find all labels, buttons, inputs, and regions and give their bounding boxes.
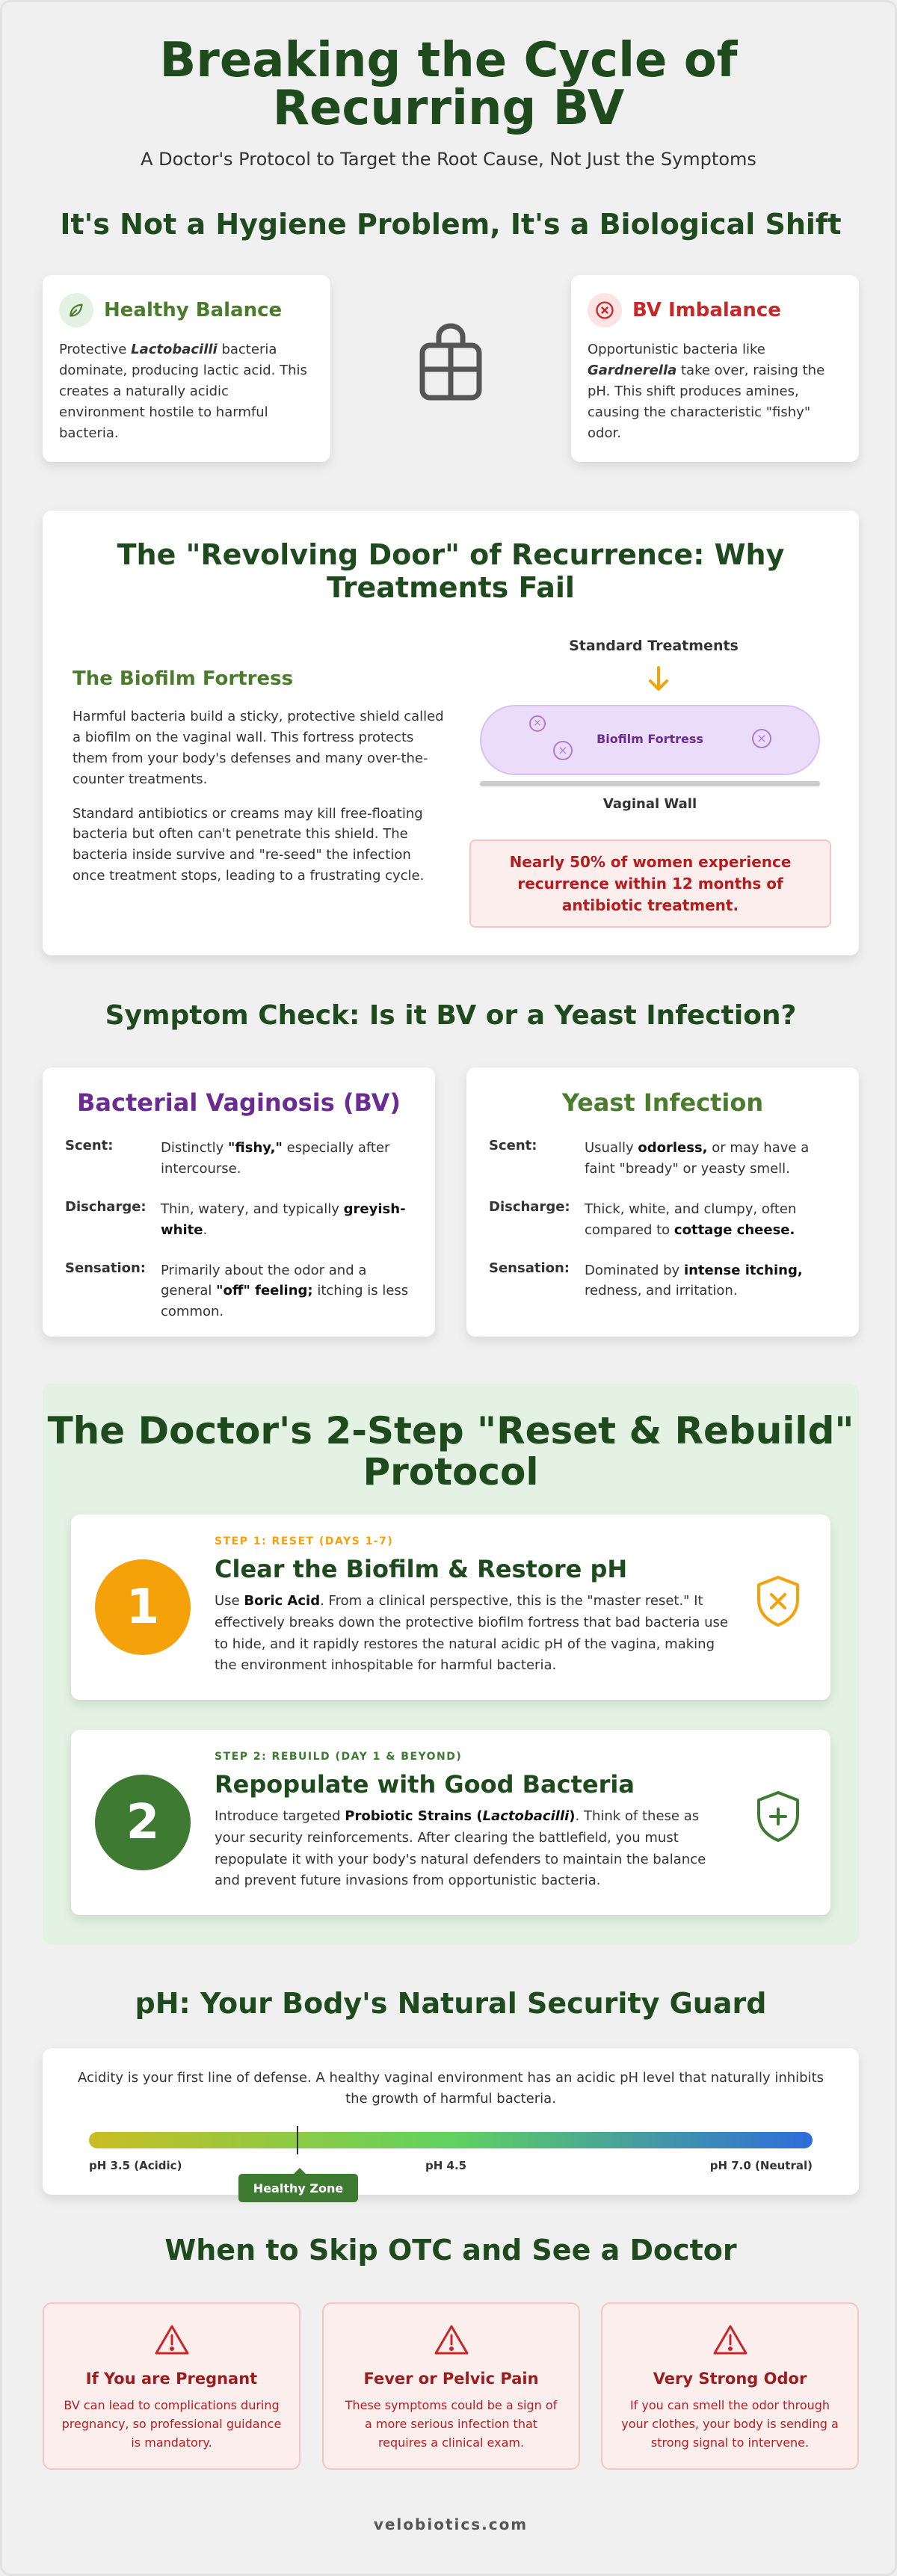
- symptom-row: Scent: Usually odorless, or may have a faint "bready" or yeasty smell.: [489, 1138, 810, 1177]
- shield-plus-icon: [754, 1790, 802, 1846]
- biofilm-title: The Biofilm Fortress: [73, 668, 294, 690]
- ph-label-low: pH 3.5 (Acidic): [89, 2159, 182, 2172]
- symptom-check-section: [2, 1000, 897, 1320]
- warning-title: Fever or Pelvic Pain: [363, 2370, 539, 2388]
- ph-card: [43, 2048, 859, 2195]
- biological-shift-section: [2, 208, 897, 441]
- balance-box-icon: [413, 320, 488, 410]
- healthy-zone-badge: Healthy Zone: [238, 2174, 358, 2202]
- symptom-row: Sensation: Dominated by intense itching, redness, and irritation.: [489, 1260, 803, 1299]
- revolving-door-card: [43, 511, 859, 955]
- warning-icon: [340, 2323, 562, 2359]
- ph-scale-bar: [89, 2132, 813, 2148]
- page-title: Breaking the Cycle of Recurring BV: [159, 33, 738, 136]
- protocol-section: [43, 1384, 859, 1944]
- section-title: When to Skip OTC and See a Doctor: [164, 2234, 737, 2267]
- healthy-text: Protective Lactobacilli bacteria dominate, producing lactic acid. This creates a naturally acidic environment hostile to harmful bacteria.: [59, 342, 307, 441]
- standard-treatments-label: Standard Treatments: [569, 638, 739, 654]
- ph-label-mid: pH 4.5: [425, 2159, 467, 2172]
- footer-link[interactable]: velobiotics.com: [373, 2515, 528, 2533]
- step-text: Introduce targeted Probiotic Strains (Lactobacilli). Think of these as your security reinforcements. After clearing the battlefield, you must repopulate it with your body's natural defenders to maintain the balance and prevent future invasions from opportunistic bacteria.: [215, 1808, 706, 1889]
- symptom-row: Sensation: Primarily about the odor and a general "off" feeling; itching is less common.: [65, 1260, 409, 1320]
- arrow-down-icon: [646, 665, 671, 696]
- section-title: Symptom Check: Is it BV or a Yeast Infection?: [105, 1000, 797, 1031]
- x-circle-icon: [588, 293, 622, 327]
- bacteria-icon: ×: [752, 729, 771, 748]
- healthy-title: Healthy Balance: [104, 299, 283, 321]
- step-label: STEP 1: RESET (DAYS 1-7): [215, 1535, 394, 1547]
- section-title: pH: Your Body's Natural Security Guard: [135, 1987, 767, 2020]
- see-doctor-section: [2, 2234, 897, 2450]
- symptom-row: Discharge: Thick, white, and clumpy, often compared to cottage cheese.: [489, 1198, 797, 1238]
- warning-text: These symptoms could be a sign of a more serious infection that requires a clinical exam.: [345, 2398, 558, 2450]
- ph-marker: [297, 2126, 298, 2154]
- leaf-icon: [59, 293, 93, 327]
- warning-title: If You are Pregnant: [85, 2370, 258, 2388]
- step-title: Clear the Biofilm & Restore pH: [215, 1555, 628, 1583]
- biofilm-fortress: [480, 705, 820, 775]
- bacteria-icon: ×: [529, 715, 546, 732]
- step-1-card: [71, 1515, 830, 1700]
- imbalance-text: Opportunistic bacteria like Gardnerella take over, raising the pH. This shift produces amines, causing the characteristic "fishy" odor.: [588, 342, 825, 441]
- imbalance-title: BV Imbalance: [632, 299, 781, 321]
- step-text: Use Boric Acid. From a clinical perspective, this is the "master reset." It effectively breaks down the protective biofilm fortress that bad bacteria use to hide, and it rapidly restores the natural acidic pH of the vagina, making the environment inhospitable for harmful bacteria.: [215, 1593, 728, 1674]
- ph-label-high: pH 7.0 (Neutral): [709, 2159, 813, 2172]
- step-title: Repopulate with Good Bacteria: [215, 1770, 635, 1799]
- bacteria-icon: ×: [553, 741, 573, 760]
- warning-card: [322, 2302, 580, 2470]
- warning-title: Very Strong Odor: [653, 2370, 807, 2388]
- warning-text: BV can lead to complications during pregnancy, so professional guidance is mandatory.: [61, 2398, 282, 2450]
- biofilm-diagram: [480, 630, 827, 929]
- step-2-card: [71, 1730, 830, 1915]
- fortress-label: Biofilm Fortress: [597, 732, 703, 746]
- ph-section: [2, 1987, 897, 2196]
- section-title: It's Not a Hygiene Problem, It's a Biological Shift: [60, 208, 842, 241]
- step-label: STEP 2: REBUILD (DAY 1 & BEYOND): [215, 1751, 463, 1763]
- section-title: The "Revolving Door" of Recurrence: Why Treatments Fail: [117, 538, 785, 604]
- vaginal-wall-label: Vaginal Wall: [602, 796, 697, 812]
- healthy-balance-card: [43, 275, 330, 462]
- bv-imbalance-card: [571, 275, 859, 462]
- warning-card: [601, 2302, 859, 2470]
- biofilm-explanation: [73, 668, 446, 900]
- yeast-symptoms-card: [466, 1067, 859, 1337]
- shield-x-icon: [754, 1574, 802, 1631]
- vaginal-wall: [480, 781, 820, 786]
- symptom-row: Scent: Distinctly "fishy," especially after intercourse.: [65, 1138, 390, 1177]
- bv-symptoms-card: [43, 1067, 435, 1337]
- step-number: 1: [95, 1559, 191, 1655]
- warning-icon: [61, 2323, 283, 2359]
- ph-text: Acidity is your first line of defense. A healthy vaginal environment has an acidic pH level that naturally inhibits the growth of harmful bacteria.: [78, 2070, 824, 2107]
- warning-icon: [619, 2323, 841, 2359]
- biofilm-paragraph-1: Harmful bacteria build a sticky, protective shield called a biofilm on the vaginal wall. This fortress protects them from your body's defenses and many over-the-counter treatments.: [73, 709, 444, 787]
- warning-card: [43, 2302, 300, 2470]
- ph-labels: [89, 2159, 813, 2174]
- recurrence-stat: Nearly 50% of women experience recurrence within 12 months of antibiotic treatment.: [509, 852, 792, 914]
- step-number: 2: [95, 1775, 191, 1870]
- warning-text: If you can smell the odor through your clothes, your body is sending a strong signal to intervene.: [621, 2398, 839, 2450]
- symptom-row: Discharge: Thin, watery, and typically greyish-white.: [65, 1198, 406, 1238]
- recurrence-stat-box: [469, 839, 831, 928]
- biofilm-paragraph-2: Standard antibiotics or creams may kill free-floating bacteria but often can't penetrate this shield. The bacteria inside survive and "re-seed" the infection once treatment stops, leading to a frustrating cycle.: [73, 805, 425, 884]
- bv-card-title: Bacterial Vaginosis (BV): [77, 1088, 401, 1117]
- yeast-card-title: Yeast Infection: [561, 1088, 764, 1117]
- section-title: The Doctor's 2-Step "Reset & Rebuild" Protocol: [47, 1409, 854, 1494]
- page-subtitle: A Doctor's Protocol to Target the Root Cause, Not Just the Symptoms: [141, 149, 756, 170]
